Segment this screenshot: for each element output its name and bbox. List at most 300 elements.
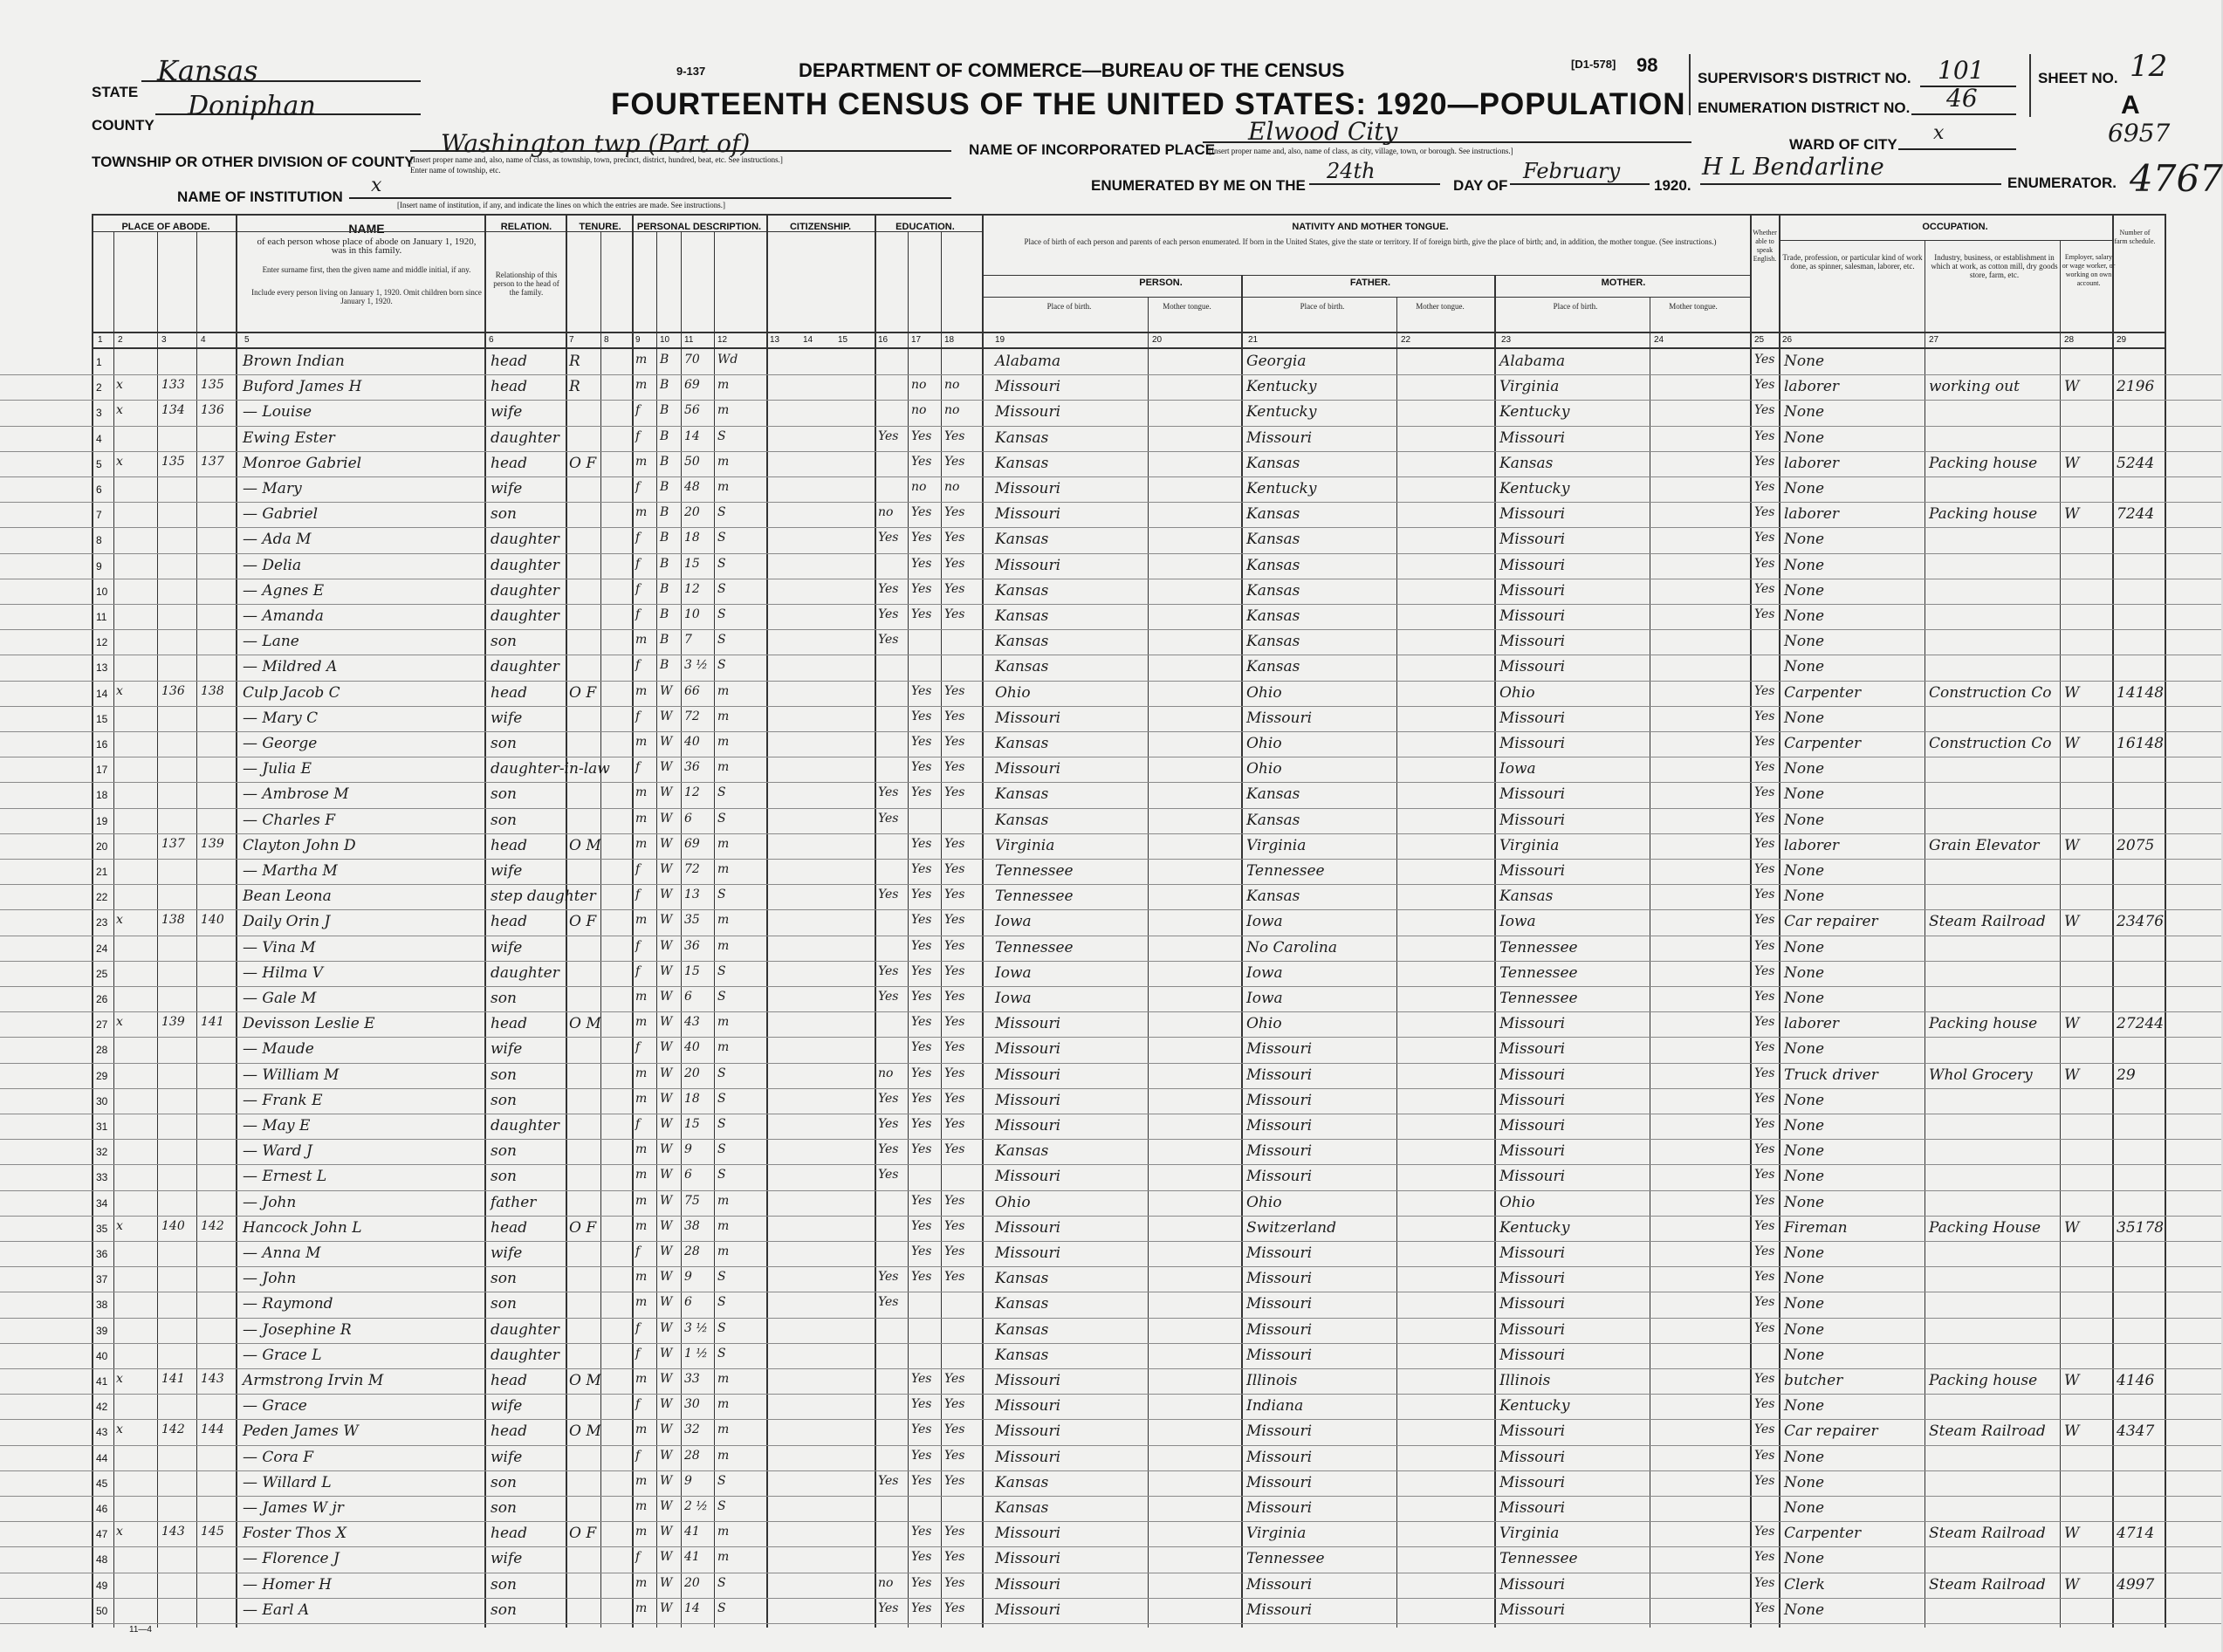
cell-english: Yes bbox=[1754, 1473, 1775, 1488]
cell-age: 9 bbox=[684, 1142, 692, 1157]
cell-write: Yes bbox=[944, 1372, 965, 1386]
cell-trade: None bbox=[1784, 1142, 1825, 1161]
column-number: 9 bbox=[635, 335, 641, 345]
cell-father: Kansas bbox=[1246, 888, 1300, 906]
cell-name: — Raymond bbox=[243, 1295, 333, 1313]
cell-english: Yes bbox=[1754, 811, 1775, 826]
enumeration-label: ENUMERATION DISTRICT NO. bbox=[1698, 99, 1911, 116]
cell-sex: m bbox=[635, 1372, 648, 1386]
table-row bbox=[0, 884, 2221, 910]
cell-father: Kansas bbox=[1246, 531, 1300, 549]
cell-race: B bbox=[660, 633, 669, 648]
cell-father: Missouri bbox=[1246, 1422, 1313, 1441]
cell-employer: W bbox=[2064, 836, 2080, 854]
cell-race: W bbox=[660, 963, 673, 978]
cell-father: Kansas bbox=[1246, 633, 1300, 651]
cell-birth: Missouri bbox=[995, 709, 1061, 727]
cell-race: W bbox=[660, 1142, 673, 1157]
cell-read: Yes bbox=[911, 1448, 932, 1463]
cell-trade: laborer bbox=[1784, 454, 1840, 472]
cell-mother: Kansas bbox=[1499, 888, 1554, 906]
cell-marital: m bbox=[717, 403, 730, 418]
cell-name: — Delia bbox=[243, 556, 302, 574]
cell-father: Kentucky bbox=[1246, 403, 1317, 422]
cell-marital: S bbox=[717, 607, 726, 621]
line-number: 17 bbox=[96, 764, 108, 777]
table-row bbox=[0, 1546, 2221, 1573]
cell-school: Yes bbox=[878, 1142, 899, 1157]
cell-race: W bbox=[660, 1550, 673, 1565]
cell-age: 32 bbox=[684, 1422, 700, 1437]
cell-age: 72 bbox=[684, 862, 700, 876]
cell-sex: m bbox=[635, 836, 648, 851]
cell-race: W bbox=[660, 683, 673, 698]
line-number: 36 bbox=[96, 1248, 108, 1260]
cell-relation: father bbox=[491, 1193, 537, 1211]
cell-father: Kansas bbox=[1246, 811, 1300, 829]
cell-mother: Missouri bbox=[1499, 633, 1566, 651]
cell-read: Yes bbox=[911, 454, 932, 469]
cell-name: — Agnes E bbox=[243, 581, 325, 600]
table-row bbox=[0, 527, 2221, 553]
line-number: 42 bbox=[96, 1401, 108, 1414]
cell-dwelling: 141 bbox=[201, 1015, 224, 1030]
cell-marital: S bbox=[717, 811, 726, 826]
cell-english: Yes bbox=[1754, 1397, 1775, 1412]
cell-relation: wife bbox=[491, 862, 523, 880]
cell-tenure: O M bbox=[569, 1015, 601, 1033]
department-heading: DEPARTMENT OF COMMERCE—BUREAU OF THE CENSUS bbox=[799, 59, 1345, 81]
cell-trade: None bbox=[1784, 1091, 1825, 1109]
cell-age: 40 bbox=[684, 1040, 700, 1055]
cell-race: W bbox=[660, 709, 673, 723]
cell-age: 3 ½ bbox=[684, 658, 708, 673]
cell-read: Yes bbox=[911, 1015, 932, 1030]
cell-sex: m bbox=[635, 1422, 648, 1437]
cell-race: W bbox=[660, 785, 673, 800]
township-note-2: Enter name of township, etc. bbox=[410, 166, 501, 175]
cell-write: no bbox=[944, 403, 960, 418]
cell-name: — Ambrose M bbox=[243, 785, 349, 804]
cell-name: — Josephine R bbox=[243, 1320, 352, 1339]
cell-english: Yes bbox=[1754, 1575, 1775, 1590]
cell-marital: m bbox=[717, 735, 730, 749]
cell-name: — Willard L bbox=[243, 1473, 332, 1491]
cell-trade: Carpenter bbox=[1784, 683, 1862, 702]
enumerated-label: ENUMERATED BY ME ON THE bbox=[1091, 177, 1306, 194]
cell-age: 15 bbox=[684, 963, 700, 978]
cell-father: Kentucky bbox=[1246, 480, 1317, 497]
cell-father: Kansas bbox=[1246, 454, 1300, 472]
cell-race: W bbox=[660, 1346, 673, 1361]
cell-trade: None bbox=[1784, 709, 1825, 727]
cell-trade: Carpenter bbox=[1784, 735, 1862, 752]
cell-school: Yes bbox=[878, 811, 899, 826]
cell-english: Yes bbox=[1754, 1244, 1775, 1258]
cell-name: — Homer H bbox=[243, 1575, 332, 1594]
cell-father: Virginia bbox=[1246, 1525, 1307, 1543]
line-number: 1 bbox=[96, 356, 102, 368]
cell-age: 12 bbox=[684, 581, 700, 596]
cell-race: W bbox=[660, 1575, 673, 1590]
cell-mother: Iowa bbox=[1499, 913, 1536, 931]
supervisor-value: 101 bbox=[1938, 56, 1985, 85]
cell-mother: Missouri bbox=[1499, 1244, 1566, 1262]
line-number: 18 bbox=[96, 789, 108, 802]
cell-name: — Mary bbox=[243, 480, 302, 497]
cell-house: 137 bbox=[161, 836, 185, 851]
column-number: 8 bbox=[604, 335, 609, 345]
cell-birth: Kansas bbox=[995, 735, 1049, 752]
cell-relation: daughter bbox=[491, 1117, 559, 1134]
form-code: [D1-578] bbox=[1571, 58, 1616, 71]
cell-english: Yes bbox=[1754, 1193, 1775, 1208]
cell-sex: m bbox=[635, 1193, 648, 1208]
table-row bbox=[0, 400, 2221, 426]
cell-english: Yes bbox=[1754, 403, 1775, 418]
cell-code: 4714 bbox=[2117, 1525, 2155, 1543]
cell-mother: Missouri bbox=[1499, 1015, 1566, 1033]
cell-relation: head bbox=[491, 1372, 528, 1389]
cell-industry: Packing house bbox=[1929, 454, 2038, 472]
cell-marital: S bbox=[717, 963, 726, 978]
cell-english: Yes bbox=[1754, 1320, 1775, 1335]
table-row bbox=[0, 706, 2221, 732]
table-row bbox=[0, 502, 2221, 528]
cell-industry: Packing House bbox=[1929, 1218, 2041, 1237]
cell-street: x bbox=[116, 378, 123, 393]
cell-read: Yes bbox=[911, 913, 932, 928]
cell-write: Yes bbox=[944, 581, 965, 596]
cell-school: Yes bbox=[878, 1601, 899, 1615]
line-number: 43 bbox=[96, 1426, 108, 1439]
cell-name: — Florence J bbox=[243, 1550, 340, 1568]
cell-english: Yes bbox=[1754, 531, 1775, 545]
cell-mother: Iowa bbox=[1499, 760, 1536, 778]
cell-employer: W bbox=[2064, 913, 2080, 931]
header-father: FATHER. bbox=[1349, 278, 1391, 288]
cell-write: Yes bbox=[944, 607, 965, 621]
cell-english: Yes bbox=[1754, 1448, 1775, 1463]
cell-mother: Missouri bbox=[1499, 1066, 1566, 1084]
cell-write: no bbox=[944, 378, 960, 393]
cell-marital: m bbox=[717, 480, 730, 494]
cell-relation: step daughter bbox=[491, 888, 596, 906]
cell-mother: Missouri bbox=[1499, 428, 1566, 447]
cell-english: Yes bbox=[1754, 1372, 1775, 1386]
cell-school: Yes bbox=[878, 581, 899, 596]
cell-school: no bbox=[878, 1575, 894, 1590]
cell-marital: S bbox=[717, 990, 726, 1004]
line-number: 40 bbox=[96, 1349, 108, 1362]
cell-name: — John bbox=[243, 1193, 297, 1211]
cell-birth: Kansas bbox=[995, 1320, 1049, 1339]
cell-birth: Alabama bbox=[995, 353, 1061, 370]
cell-english: Yes bbox=[1754, 990, 1775, 1004]
cell-race: W bbox=[660, 862, 673, 876]
cell-name: Armstrong Irvin M bbox=[243, 1372, 384, 1389]
table-row bbox=[0, 1470, 2221, 1497]
line-number: 7 bbox=[96, 509, 102, 522]
cell-race: B bbox=[660, 428, 669, 443]
cell-race: W bbox=[660, 888, 673, 902]
cell-marital: S bbox=[717, 581, 726, 596]
cell-race: B bbox=[660, 480, 669, 494]
cell-read: Yes bbox=[911, 785, 932, 800]
line-number: 47 bbox=[96, 1528, 108, 1541]
cell-race: W bbox=[660, 1244, 673, 1258]
header-name: NAME bbox=[348, 222, 385, 236]
cell-tenure: R bbox=[569, 378, 580, 396]
cell-relation: son bbox=[491, 735, 517, 752]
header-relation: RELATION. bbox=[500, 222, 552, 232]
header-nativity: NATIVITY AND MOTHER TONGUE. bbox=[1292, 222, 1449, 232]
column-number: 23 bbox=[1501, 335, 1512, 345]
cell-marital: m bbox=[717, 1397, 730, 1412]
line-number: 13 bbox=[96, 661, 108, 675]
cell-write: Yes bbox=[944, 1473, 965, 1488]
line-number: 12 bbox=[96, 636, 108, 649]
cell-marital: m bbox=[717, 1550, 730, 1565]
line-number: 21 bbox=[96, 866, 108, 878]
line-number: 9 bbox=[96, 559, 102, 572]
cell-father: Kansas bbox=[1246, 505, 1300, 524]
cell-dwelling: 137 bbox=[201, 454, 224, 469]
cell-school: Yes bbox=[878, 428, 899, 443]
cell-age: 9 bbox=[684, 1270, 692, 1285]
cell-house: 134 bbox=[161, 403, 185, 418]
cell-trade: None bbox=[1784, 1550, 1825, 1568]
cell-age: 28 bbox=[684, 1448, 700, 1463]
table-row bbox=[0, 1573, 2221, 1599]
table-row bbox=[0, 1419, 2221, 1445]
census-title: FOURTEENTH CENSUS OF THE UNITED STATES: 1920—POPULATION bbox=[611, 87, 1686, 121]
cell-name: — Amanda bbox=[243, 607, 324, 625]
cell-birth: Kansas bbox=[995, 581, 1049, 600]
cell-marital: m bbox=[717, 1244, 730, 1258]
cell-name: — Frank E bbox=[243, 1091, 323, 1109]
cell-read: Yes bbox=[911, 428, 932, 443]
cell-read: no bbox=[911, 403, 927, 418]
cell-age: 33 bbox=[684, 1372, 700, 1386]
cell-age: 38 bbox=[684, 1218, 700, 1233]
cell-read: Yes bbox=[911, 963, 932, 978]
cell-age: 6 bbox=[684, 811, 692, 826]
cell-age: 18 bbox=[684, 531, 700, 545]
cell-relation: head bbox=[491, 353, 528, 370]
cell-read: Yes bbox=[911, 836, 932, 851]
cell-mother: Kentucky bbox=[1499, 480, 1570, 497]
cell-code: 4347 bbox=[2117, 1422, 2155, 1441]
cell-english: Yes bbox=[1754, 683, 1775, 698]
cell-birth: Missouri bbox=[995, 1397, 1061, 1416]
cell-mother: Missouri bbox=[1499, 811, 1566, 829]
table-row bbox=[0, 961, 2221, 987]
line-number: 35 bbox=[96, 1222, 108, 1235]
cell-read: Yes bbox=[911, 735, 932, 749]
cell-mother: Missouri bbox=[1499, 709, 1566, 727]
cell-write: Yes bbox=[944, 760, 965, 775]
table-row bbox=[0, 1088, 2221, 1114]
cell-race: W bbox=[660, 1193, 673, 1208]
cell-marital: S bbox=[717, 1168, 726, 1182]
cell-read: Yes bbox=[911, 1218, 932, 1233]
cell-marital: S bbox=[717, 1575, 726, 1590]
cell-father: Ohio bbox=[1246, 1193, 1282, 1211]
cell-relation: daughter bbox=[491, 1320, 559, 1339]
cell-marital: m bbox=[717, 1218, 730, 1233]
cell-industry: Construction Co bbox=[1929, 735, 2052, 752]
cell-name: — Ward J bbox=[243, 1142, 312, 1161]
cell-name: — Earl A bbox=[243, 1601, 310, 1619]
cell-age: 15 bbox=[684, 1117, 700, 1131]
cell-relation: son bbox=[491, 1499, 517, 1517]
cell-race: B bbox=[660, 658, 669, 673]
enumerated-day: 24th bbox=[1327, 159, 1376, 183]
cell-age: 20 bbox=[684, 1066, 700, 1080]
cell-sex: f bbox=[635, 1244, 641, 1258]
cell-father: Ohio bbox=[1246, 1015, 1282, 1033]
cell-employer: W bbox=[2064, 1372, 2080, 1389]
cell-birth: Kansas bbox=[995, 454, 1049, 472]
cell-race: W bbox=[660, 1397, 673, 1412]
cell-relation: head bbox=[491, 913, 528, 931]
cell-relation: head bbox=[491, 683, 528, 702]
cell-father: Missouri bbox=[1246, 428, 1313, 447]
cell-write: Yes bbox=[944, 862, 965, 876]
cell-sex: m bbox=[635, 454, 648, 469]
cell-name: — Ada M bbox=[243, 531, 312, 549]
cell-name: — Cora F bbox=[243, 1448, 314, 1466]
cell-age: 48 bbox=[684, 480, 700, 494]
township-value: Washington twp (Part of) bbox=[441, 129, 751, 158]
cell-marital: S bbox=[717, 1295, 726, 1310]
cell-write: Yes bbox=[944, 505, 965, 520]
table-row bbox=[0, 1445, 2221, 1471]
cell-sex: f bbox=[635, 1550, 641, 1565]
cell-birth: Kansas bbox=[995, 658, 1049, 676]
header-relation-sub: Relationship of this person to the head of the family. bbox=[493, 271, 559, 297]
cell-mother: Missouri bbox=[1499, 556, 1566, 574]
cell-school: Yes bbox=[878, 1168, 899, 1182]
cell-relation: son bbox=[491, 633, 517, 651]
column-number: 16 bbox=[878, 335, 889, 345]
cell-tenure: O F bbox=[569, 454, 597, 472]
cell-write: Yes bbox=[944, 1015, 965, 1030]
cell-mother: Kansas bbox=[1499, 454, 1554, 472]
cell-birth: Missouri bbox=[995, 1117, 1061, 1134]
cell-race: B bbox=[660, 378, 669, 393]
cell-sex: f bbox=[635, 1397, 641, 1412]
cell-school: Yes bbox=[878, 1117, 899, 1131]
cell-marital: m bbox=[717, 938, 730, 953]
cell-code: 35178 bbox=[2117, 1218, 2165, 1237]
county-label: COUNTY bbox=[92, 117, 154, 134]
cell-relation: wife bbox=[491, 480, 523, 497]
cell-school: Yes bbox=[878, 531, 899, 545]
table-row bbox=[0, 1011, 2221, 1038]
cell-trade: laborer bbox=[1784, 505, 1840, 524]
cell-sex: m bbox=[635, 1601, 648, 1615]
cell-sex: m bbox=[635, 1525, 648, 1539]
cell-race: B bbox=[660, 607, 669, 621]
cell-marital: m bbox=[717, 836, 730, 851]
header-person-birth: Place of birth. bbox=[1046, 302, 1092, 311]
cell-trade: None bbox=[1784, 1601, 1825, 1619]
table-row bbox=[0, 1318, 2221, 1344]
ward-value: x bbox=[1933, 122, 1945, 144]
cell-marital: S bbox=[717, 1142, 726, 1157]
cell-sex: f bbox=[635, 1117, 641, 1131]
column-number: 10 bbox=[660, 335, 670, 345]
cell-marital: S bbox=[717, 888, 726, 902]
cell-birth: Kansas bbox=[995, 811, 1049, 829]
cell-english: Yes bbox=[1754, 785, 1775, 800]
cell-employer: W bbox=[2064, 735, 2080, 752]
cell-english: Yes bbox=[1754, 963, 1775, 978]
cell-marital: S bbox=[717, 1270, 726, 1285]
enumerator-name: H L Bendarline bbox=[1702, 154, 1884, 181]
cell-english: Yes bbox=[1754, 913, 1775, 928]
cell-father: Missouri bbox=[1246, 1168, 1313, 1186]
cell-dwelling: 139 bbox=[201, 836, 224, 851]
cell-name: — Charles F bbox=[243, 811, 336, 829]
cell-sex: f bbox=[635, 709, 641, 723]
cell-street: x bbox=[116, 454, 123, 469]
table-row bbox=[0, 604, 2221, 630]
cell-write: Yes bbox=[944, 1422, 965, 1437]
line-number: 28 bbox=[96, 1044, 108, 1057]
line-number: 19 bbox=[96, 814, 108, 827]
cell-sex: f bbox=[635, 938, 641, 953]
cell-relation: daughter bbox=[491, 531, 559, 549]
cell-age: 70 bbox=[684, 353, 700, 367]
header-father-tongue: Mother tongue. bbox=[1416, 302, 1465, 311]
cell-write: Yes bbox=[944, 1575, 965, 1590]
line-number: 15 bbox=[96, 712, 108, 725]
cell-mother: Missouri bbox=[1499, 735, 1566, 752]
incorporated-label: NAME OF INCORPORATED PLACE bbox=[969, 141, 1216, 158]
cell-relation: son bbox=[491, 1295, 517, 1313]
cell-father: Missouri bbox=[1246, 709, 1313, 727]
cell-age: 10 bbox=[684, 607, 700, 621]
header-occupation: OCCUPATION. bbox=[1922, 222, 1988, 232]
cell-birth: Missouri bbox=[995, 1575, 1061, 1594]
table-row bbox=[0, 936, 2221, 962]
cell-english: Yes bbox=[1754, 1550, 1775, 1565]
county-value: Doniphan bbox=[188, 91, 316, 121]
cell-mother: Alabama bbox=[1499, 353, 1566, 370]
cell-house: 135 bbox=[161, 454, 185, 469]
cell-age: 14 bbox=[684, 428, 700, 443]
cell-dwelling: 140 bbox=[201, 913, 224, 928]
cell-trade: laborer bbox=[1784, 378, 1840, 396]
cell-sex: m bbox=[635, 353, 648, 367]
state-label: STATE bbox=[92, 84, 139, 100]
cell-house: 141 bbox=[161, 1372, 185, 1386]
cell-relation: head bbox=[491, 1015, 528, 1033]
cell-mother: Missouri bbox=[1499, 1270, 1566, 1288]
table-row bbox=[0, 833, 2221, 860]
cell-race: B bbox=[660, 581, 669, 596]
header-name-sub2: Enter surname first, then the given name and middle initial, if any. bbox=[262, 265, 471, 274]
line-number: 45 bbox=[96, 1477, 108, 1490]
cell-read: Yes bbox=[911, 531, 932, 545]
cell-relation: son bbox=[491, 1142, 517, 1161]
cell-birth: Kansas bbox=[995, 1295, 1049, 1313]
cell-sex: f bbox=[635, 1320, 641, 1335]
cell-street: x bbox=[116, 1372, 123, 1386]
